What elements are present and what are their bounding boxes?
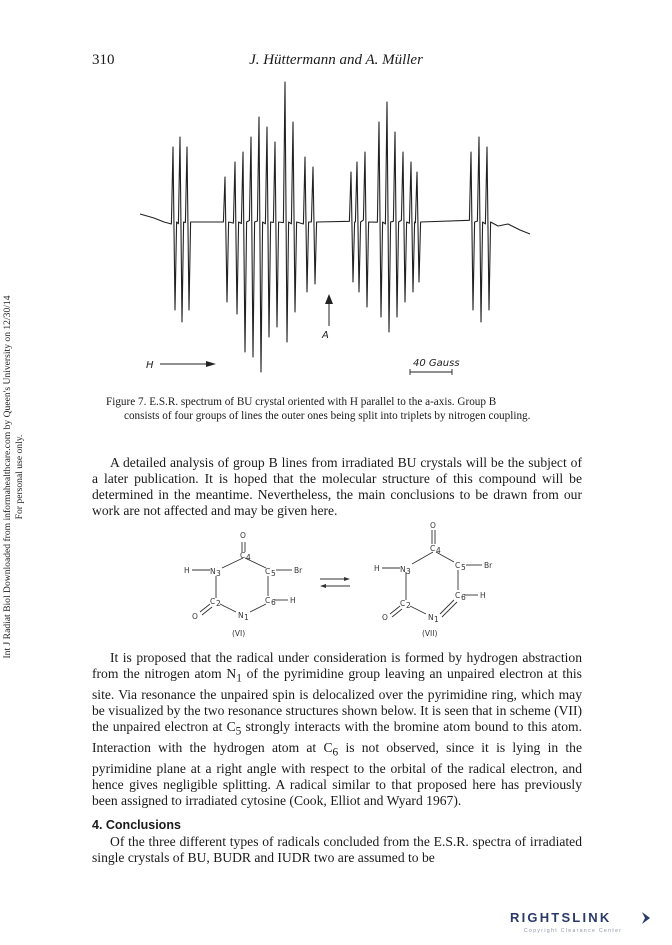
scale-label: 40 Gauss bbox=[413, 358, 460, 369]
vii-atom-c4: C bbox=[430, 544, 436, 553]
download-notice-line-2: For personal use only. bbox=[13, 434, 25, 520]
page-number: 310 bbox=[92, 52, 115, 68]
figure-caption-rest: consists of four groups of lines the outer ones being split into triplets by nitrogen coupling. bbox=[124, 410, 531, 422]
p2-part-a: It is proposed that the radical under consideration is formed by hydrogen abstraction from the nitrogen atom N bbox=[92, 650, 582, 682]
vi-sub-6: 6 bbox=[271, 598, 276, 607]
vi-sub-4: 4 bbox=[246, 553, 251, 562]
vii-sub-1: 1 bbox=[434, 615, 439, 624]
marker-arrow bbox=[325, 294, 333, 326]
field-direction-arrow bbox=[160, 361, 216, 367]
vii-atom-c6: C bbox=[455, 591, 461, 600]
vii-atom-c5: C bbox=[455, 561, 461, 570]
vii-atom-h-left: H bbox=[374, 564, 380, 573]
label-vi: (VI) bbox=[232, 629, 246, 638]
p2-part-d: is not observed, since it is lying in the pyrimidine plane at a right angle with respect to the orbital of the radical electron, and hence gives negligible splitting. A radical similar to that proposed here has previously been assigned to irradiated cytosine (Cook, Elliot and Wyard 1967). bbox=[92, 739, 582, 808]
figure-label: Figure 7. bbox=[106, 396, 147, 408]
download-notice bbox=[2, 262, 32, 692]
spectrum-trace bbox=[140, 82, 530, 372]
p2-part-b: of the pyrimidine group leaving an unpaired electron at this site. Via resonance the unpaired spin is delocalized over the pyrimidine ring, which may be visualized by the two resonance structures shown below. It is seen that in scheme (VII) the unpaired electron at C bbox=[92, 666, 582, 735]
label-vii: (VII) bbox=[422, 629, 438, 638]
vii-sub-5: 5 bbox=[461, 563, 466, 572]
vi-atom-h-left: H bbox=[184, 566, 190, 575]
vi-atom-br: Br bbox=[294, 566, 303, 575]
vii-sub-2: 2 bbox=[406, 601, 411, 610]
vii-atom-o-bottom: O bbox=[382, 613, 388, 622]
vi-atom-c2: C bbox=[210, 597, 216, 606]
vii-atom-c2: C bbox=[400, 599, 406, 608]
paragraph-2-text bbox=[92, 650, 582, 809]
vi-sub-2: 2 bbox=[216, 599, 221, 608]
paragraph-3 bbox=[92, 834, 582, 866]
resonance-scheme bbox=[170, 520, 520, 645]
vi-sub-1: 1 bbox=[244, 613, 249, 622]
figure-caption-first-line: E.S.R. spectrum of BU crystal oriented with H parallel to the a-axis. Group B bbox=[149, 396, 497, 408]
p2-part-c: strongly interacts with the bromine atom bound to this atom. Interaction with the hydrogen atom at C bbox=[92, 719, 582, 755]
rightslink-wordmark: RIGHTSLINK bbox=[510, 910, 612, 925]
vi-atom-o-bottom: O bbox=[192, 612, 198, 621]
rightslink-chevron-icon bbox=[642, 912, 650, 924]
paragraph-1-text: A detailed analysis of group B lines from irradiated BU crystals will be the subject of a later publication. It is hoped that the molecular structure of this compound will be determined in the meantime. Nevertheless, the main conclusions to be drawn from our work are not affected and may be given here. bbox=[92, 455, 582, 519]
p2-sub-c5: 5 bbox=[235, 725, 242, 738]
vii-atom-n3: N bbox=[400, 565, 406, 574]
vii-atom-n1: N bbox=[428, 613, 434, 622]
vi-sub-5: 5 bbox=[271, 569, 276, 578]
resonance-arrows bbox=[320, 577, 350, 588]
rightslink-subtitle: Copyright Clearance Center bbox=[524, 928, 623, 934]
paragraph-1 bbox=[92, 455, 582, 519]
vi-atom-o-top: O bbox=[240, 531, 246, 540]
p2-sub-n1: 1 bbox=[236, 672, 242, 685]
vi-atom-c5: C bbox=[265, 567, 271, 576]
vii-sub-4: 4 bbox=[436, 546, 441, 555]
vi-atom-n1: N bbox=[238, 611, 244, 620]
vi-atom-c4: C bbox=[240, 551, 246, 560]
vi-sub-3: 3 bbox=[216, 569, 221, 578]
download-notice-line-1: Int J Radiat Biol Downloaded from informahealthcare.com by Queen's University on 12/30/14 bbox=[2, 295, 13, 659]
vi-atom-c6: C bbox=[265, 596, 271, 605]
vi-atom-n3: N bbox=[210, 567, 216, 576]
vii-atom-o-top: O bbox=[430, 521, 436, 530]
figure-caption bbox=[106, 395, 572, 423]
rightslink-logo[interactable] bbox=[510, 908, 660, 938]
paragraph-2 bbox=[92, 650, 582, 809]
section-heading: 4. Conclusions bbox=[92, 818, 181, 832]
vii-sub-3: 3 bbox=[406, 567, 411, 576]
field-direction-label: H bbox=[146, 360, 154, 371]
marker-label-a: A bbox=[322, 330, 329, 341]
vii-sub-6: 6 bbox=[461, 593, 466, 602]
paragraph-3-text: Of the three different types of radicals concluded from the E.S.R. spectra of irradiated single crystals of BU, BUDR and IUDR two are assumed to be bbox=[92, 834, 582, 866]
vii-atom-h-right: H bbox=[480, 591, 486, 600]
running-head: J. Hüttermann and A. Müller bbox=[249, 52, 423, 68]
esr-spectrum-figure bbox=[126, 72, 546, 382]
vii-atom-br: Br bbox=[484, 561, 493, 570]
p2-sub-c6: 6 bbox=[332, 746, 339, 759]
vi-atom-h-right: H bbox=[290, 596, 296, 605]
